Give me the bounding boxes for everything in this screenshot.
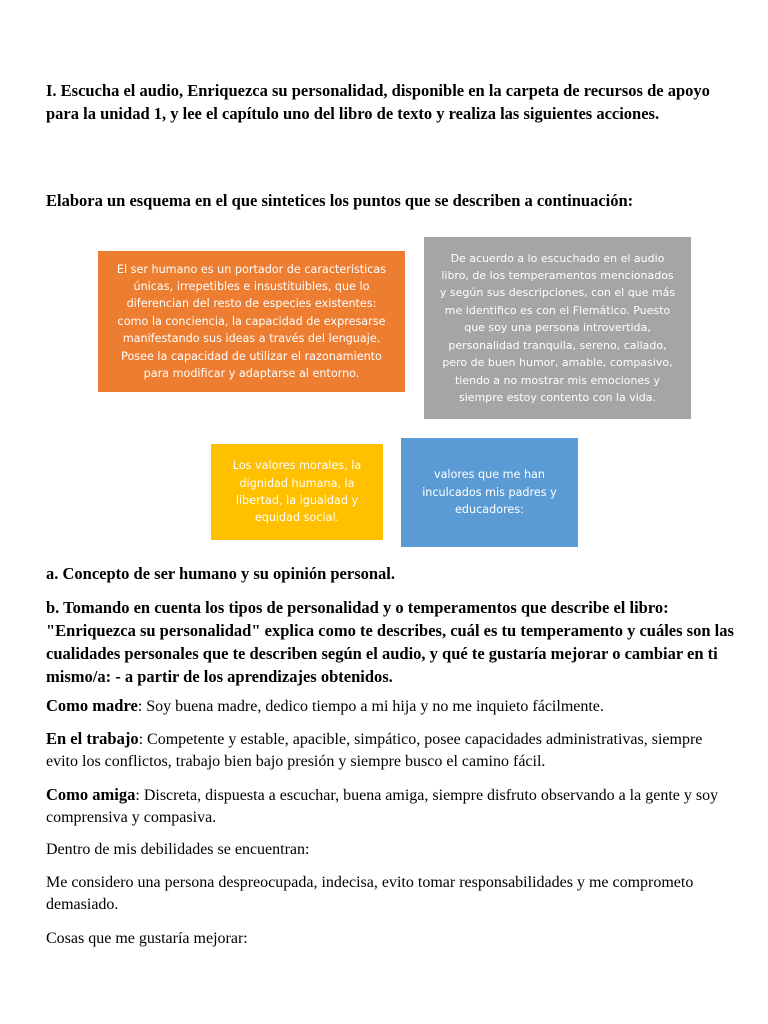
box-line: educadores: — [455, 503, 524, 517]
weaknesses-intro: Dentro de mis debilidades se encuentran: — [46, 841, 310, 858]
box-line: que soy una persona introvertida, — [464, 321, 651, 335]
weaknesses-text: Me considero una persona despreocupada, indecisa, evito tomar responsabilidades y me comprometo demasiado. — [46, 874, 694, 913]
answer-friend — [46, 784, 736, 829]
outline-prompt: Elabora un esquema en el que sintetices los puntos que se describen a continuación: — [46, 191, 634, 210]
box-line: De acuerdo a lo escuchado en el audio — [450, 251, 665, 265]
box-line: valores que me han — [433, 468, 546, 482]
box-line: siempre estoy contento con la vida. — [458, 390, 656, 404]
improve-intro: Cosas que me gustaría mejorar: — [46, 930, 248, 947]
box-line: tiendo a no mostrar mis emociones y — [454, 373, 661, 387]
answer-work — [46, 728, 736, 773]
box-line: manifestando sus ideas a través del lenguaje. — [122, 332, 381, 346]
box-line: personalidad tranquila, sereno, callado, — [448, 338, 667, 352]
box-line: para modificar y adaptarse al entorno. — [143, 367, 360, 381]
box-line: como la conciencia, la capacidad de expresarse — [117, 314, 386, 328]
box-line: únicas, irrepetibles e insustituibles, que lo — [133, 279, 370, 293]
box-line: Los valores morales, la — [232, 459, 362, 473]
box-line: libertad, la igualdad y — [235, 494, 359, 507]
blue-values-box — [401, 438, 578, 547]
box-line: y según sus descripciones, con el que más — [439, 286, 676, 300]
box-line: dignidad humana, la — [239, 476, 355, 490]
gray-temperament-box — [424, 237, 691, 419]
question-a: a. Concepto de ser humano y su opinión personal. — [46, 564, 396, 583]
box-line: El ser humano es un portador de características — [116, 262, 387, 276]
orange-concept-box — [98, 251, 405, 392]
box-line: libro, de los temperamentos mencionados — [441, 269, 674, 283]
box-line: pero de buen humor, amable, compasivo, — [442, 356, 673, 370]
answer-mother — [46, 695, 736, 718]
box-line: diferencian del resto de especies existentes: — [126, 297, 377, 311]
yellow-values-box — [211, 444, 383, 540]
box-line: me identifico es con el Flemático. Puesto — [444, 303, 671, 317]
question-b: b. Tomando en cuenta los tipos de personalidad y o temperamentos que describe el libro: "Enriquezca su personalidad" explica como te describes, cuál es tu temperamento y cuáles son las cualidades personales que te describen según el audio, y qué te gustaría mejorar o cambiar en ti mismo/a: - a partir de los aprendizajes obtenidos. — [46, 598, 734, 686]
box-line: equidad social. — [254, 511, 340, 525]
answer-work-text: : Competente y estable, apacible, simpático, posee capacidades administrativas, siempre evito los conflictos, trabajo bien bajo presión y siempre busco el camino fácil. — [46, 731, 703, 770]
answer-mother-label: Como madre — [46, 696, 138, 715]
instructions-intro: I. Escucha el audio, Enriquezca su personalidad, disponible en la carpeta de recursos de apoyo para la unidad 1, y lee el capítulo uno del libro de texto y realiza las siguientes acciones. — [46, 81, 710, 123]
answer-work-label: En el trabajo — [46, 729, 139, 748]
box-line: Posee la capacidad de utilizar el razonamiento — [121, 349, 382, 363]
answer-friend-text: : Discreta, dispuesta a escuchar, buena amiga, siempre disfruto observando a la gente y soy comprensiva y compasiva. — [46, 787, 719, 826]
box-line: inculcados mis padres y — [422, 485, 557, 499]
answer-mother-text: : Soy buena madre, dedico tiempo a mi hija y no me inquieto fácilmente. — [137, 698, 604, 715]
answer-friend-label: Como amiga — [46, 785, 136, 804]
